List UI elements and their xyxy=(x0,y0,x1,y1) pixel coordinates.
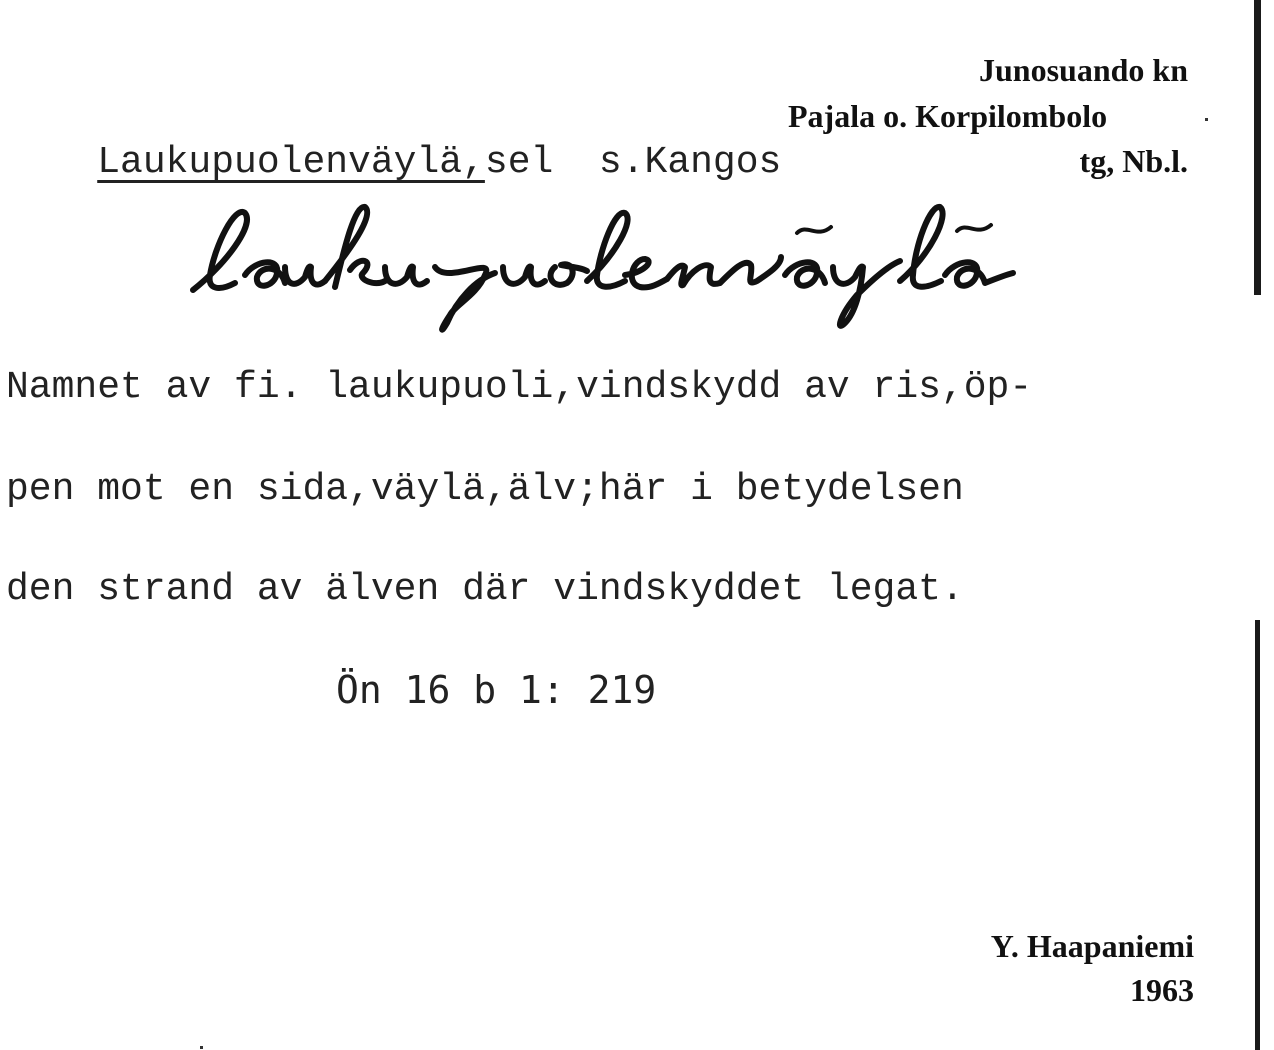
collector-name: Y. Haapaniemi xyxy=(990,928,1194,964)
collection-year: 1963 xyxy=(1130,972,1194,1008)
explanation-line-3: den strand av älven där vindskyddet legat. xyxy=(6,568,964,611)
handwritten-name-signature xyxy=(185,195,1175,335)
explanation-line-1: Namnet av fi. laukupuoli,vindskydd av ris,öp- xyxy=(6,366,1033,409)
card-edge-top xyxy=(1254,0,1261,295)
parish-line-2: Pajala o. Korpilombolo xyxy=(788,98,1108,134)
headword: Laukupuolenväylä, xyxy=(97,141,485,184)
parish-line-3: tg, Nb.l. xyxy=(1079,143,1188,179)
stray-dot xyxy=(1205,118,1208,121)
card-edge-bottom xyxy=(1255,620,1260,1050)
source-reference: Ön 16 b 1: 219 xyxy=(336,668,657,712)
place-type-and-village: sel s.Kangos xyxy=(484,141,782,184)
explanation-line-2: pen mot en sida,väylä,älv;här i betydelsen xyxy=(6,468,964,511)
stray-dot-bottom xyxy=(200,1046,203,1049)
parish-line-1: Junosuando kn xyxy=(978,52,1188,88)
